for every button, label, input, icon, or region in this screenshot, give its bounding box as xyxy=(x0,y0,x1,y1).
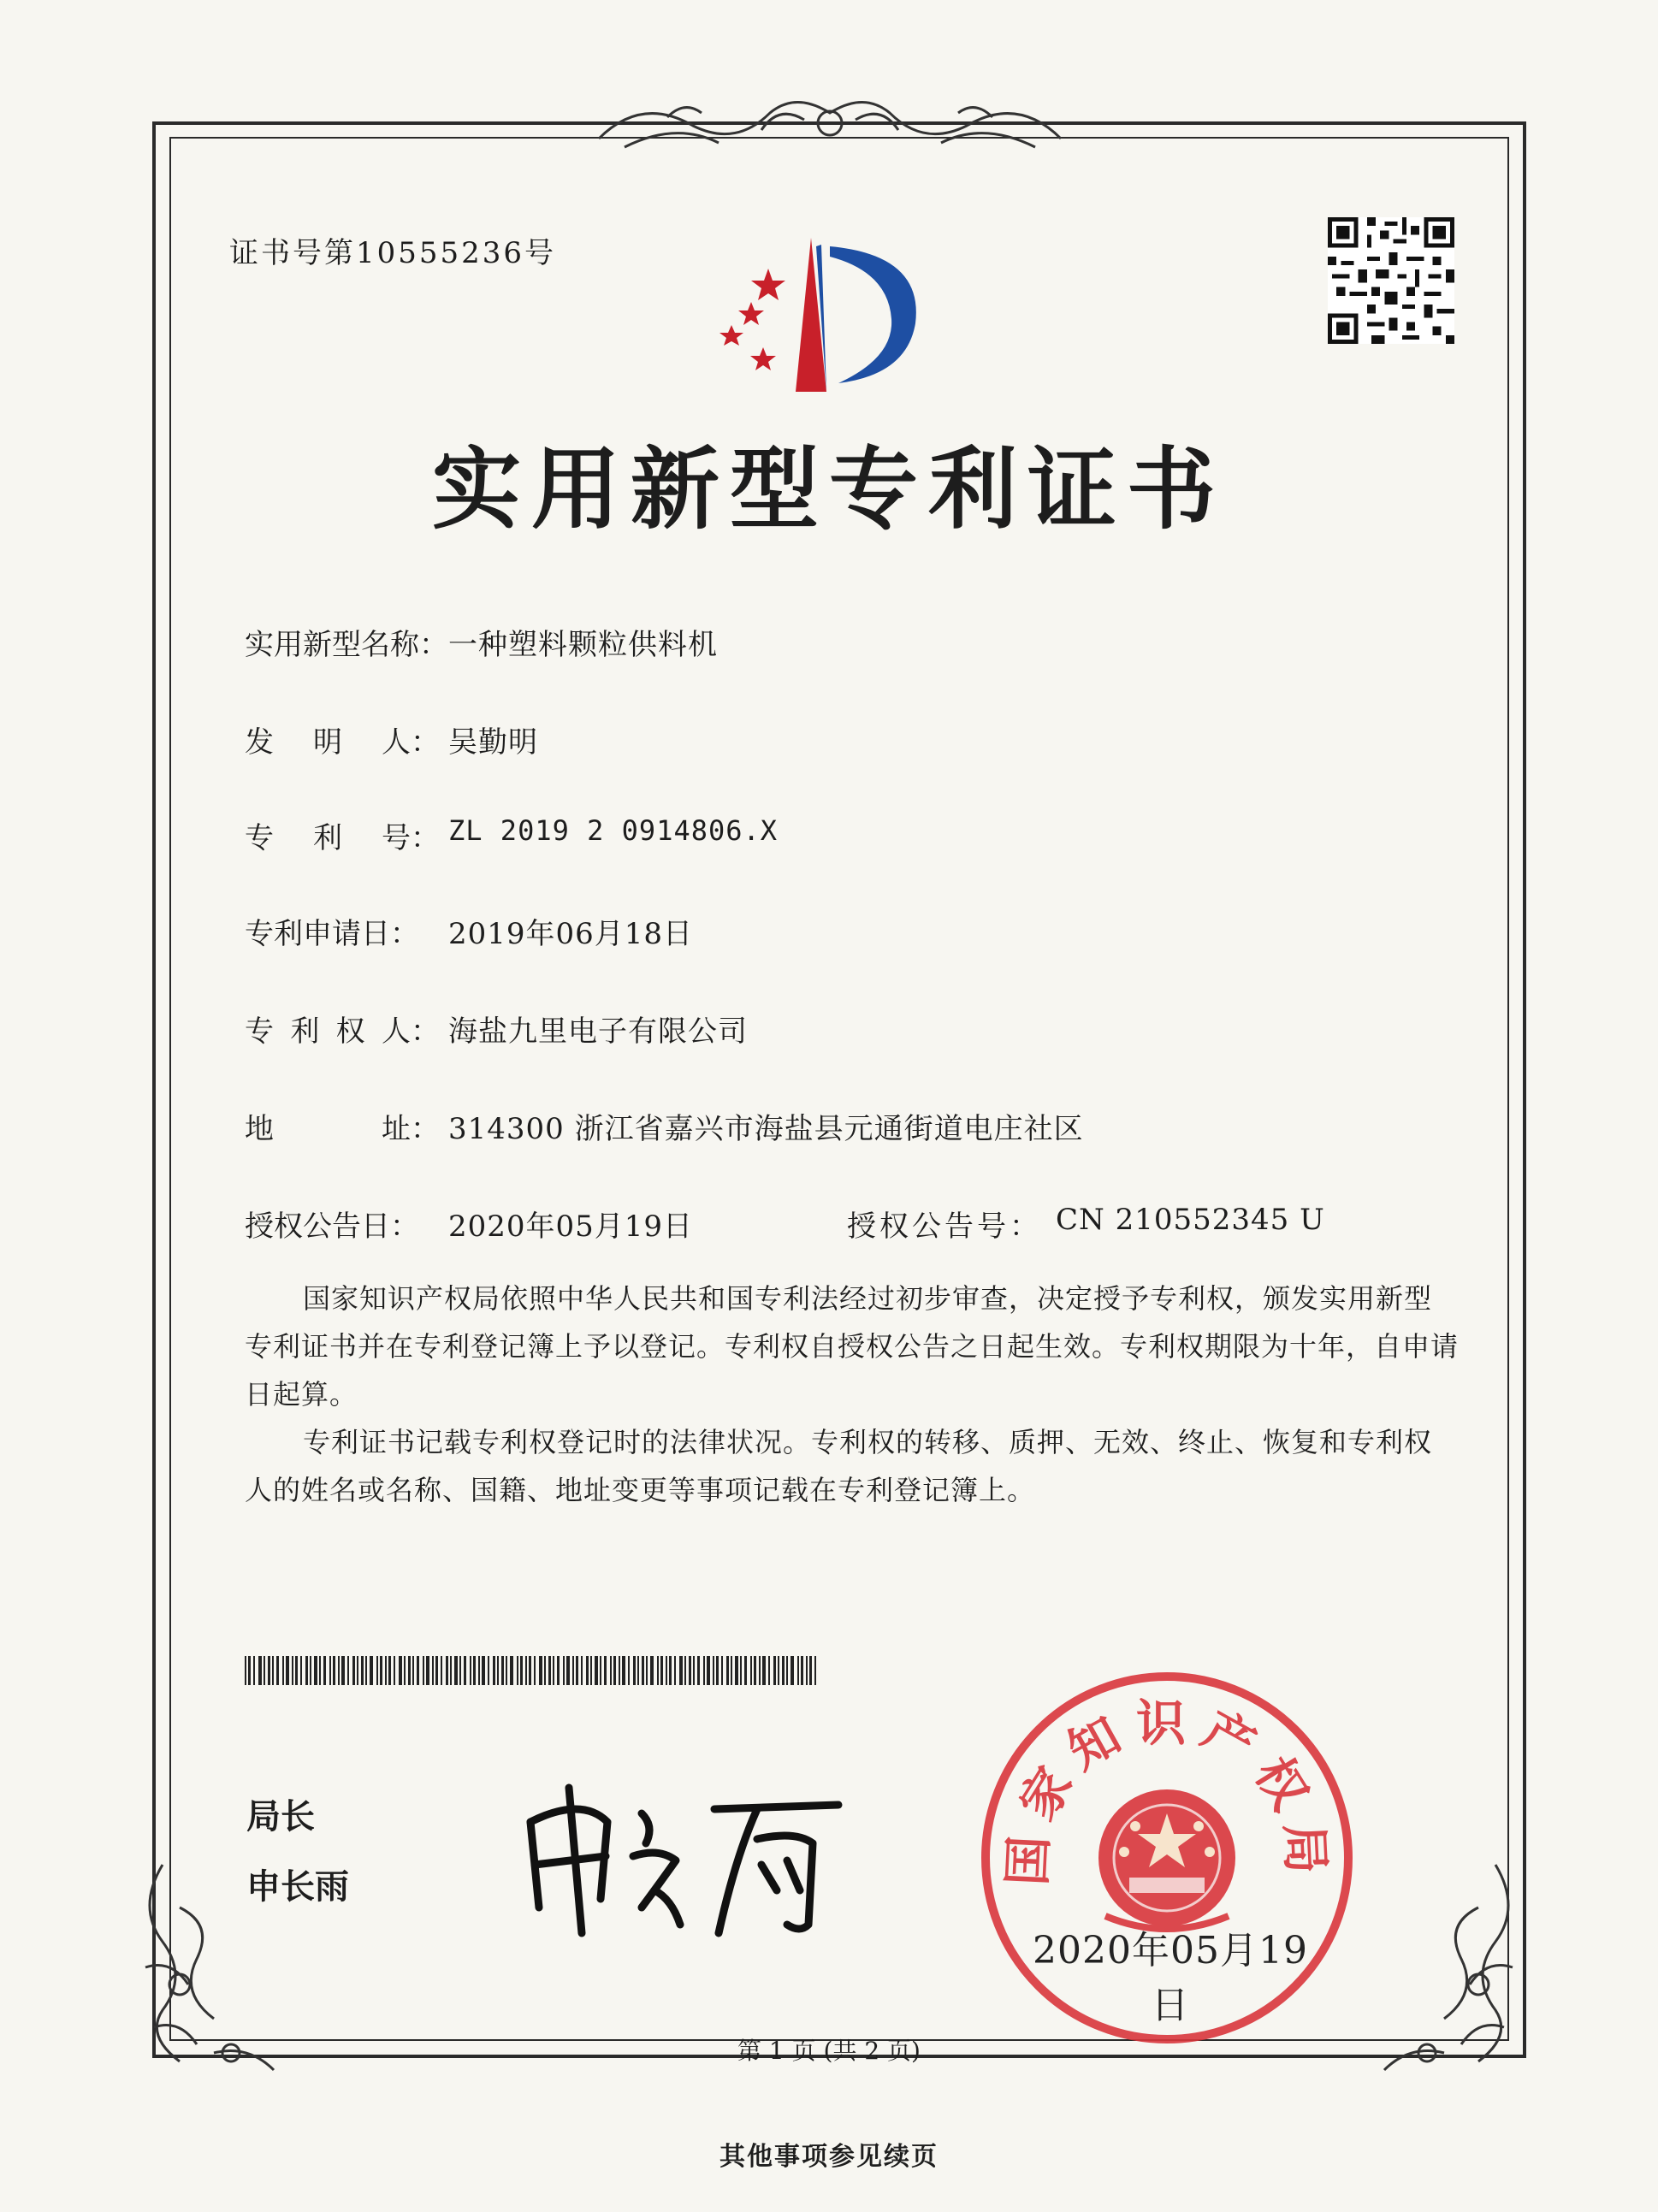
seal-date: 2020年05月19日 xyxy=(1033,1929,1308,2027)
field-label-patent-no: 专 利 号： xyxy=(245,821,440,855)
cnipa-emblem-icon xyxy=(702,221,924,409)
statement-paragraph-2: 专利证书记载专利权登记时的法律状况。专利权的转移、质押、无效、终止、恢复和专利权人的姓名或名称、国籍、地址变更等事项记载在专利登记簿上。 xyxy=(245,1426,1433,1506)
field-value-name: 一种塑料颗粒供料机 xyxy=(448,628,718,662)
field-value-patentee: 海盐九里电子有限公司 xyxy=(448,1014,748,1049)
field-value-address: 314300 浙江省嘉兴市海盐县元通街道电庄社区 xyxy=(448,1112,1084,1146)
qr-code xyxy=(1328,217,1454,344)
field-label-address: 地 址： xyxy=(245,1112,440,1146)
field-label-grant-date: 授权公告日： xyxy=(245,1210,419,1244)
top-ornament xyxy=(590,79,1069,164)
field-label-name: 实用新型名称： xyxy=(245,628,448,662)
field-value-patent-no: ZL 2019 2 0914806.X xyxy=(448,814,779,847)
continuation-note: 其他事项参见续页 xyxy=(719,2142,939,2172)
certificate-title: 实用新型专利证书 xyxy=(431,436,1226,541)
field-value-grant-date: 2020年05月19日 xyxy=(448,1210,694,1244)
statement-paragraph-1: 国家知识产权局依照中华人民共和国专利法经过初步审查，决定授予专利权，颁发实用新型专利证书并在专利登记簿上予以登记。专利权自授权公告之日起生效。专利权期限为十年，自申请日起算。 xyxy=(245,1282,1460,1411)
field-label-filing-date: 专利申请日： xyxy=(245,917,419,951)
certificate-number: 证书号第10555236号 xyxy=(229,236,557,270)
field-value-filing-date: 2019年06月18日 xyxy=(448,917,694,951)
director-name: 申长雨 xyxy=(246,1867,349,1907)
field-label-grant-no: 授权公告号： xyxy=(847,1210,1042,1244)
director-title: 局长 xyxy=(246,1797,315,1836)
svg-text:国家知识产权局: 国家知识产权局 xyxy=(998,1694,1336,1888)
barcode xyxy=(245,1656,818,1685)
field-value-inventor: 吴勤明 xyxy=(448,725,538,760)
page-number: 第 1 页 (共 2 页) xyxy=(737,2037,921,2065)
field-label-patentee: 专 利 权 人： xyxy=(245,1014,440,1049)
field-label-inventor: 发 明 人： xyxy=(245,725,440,760)
director-signature xyxy=(505,1762,864,1959)
field-value-grant-no: CN 210552345 U xyxy=(1056,1203,1325,1237)
